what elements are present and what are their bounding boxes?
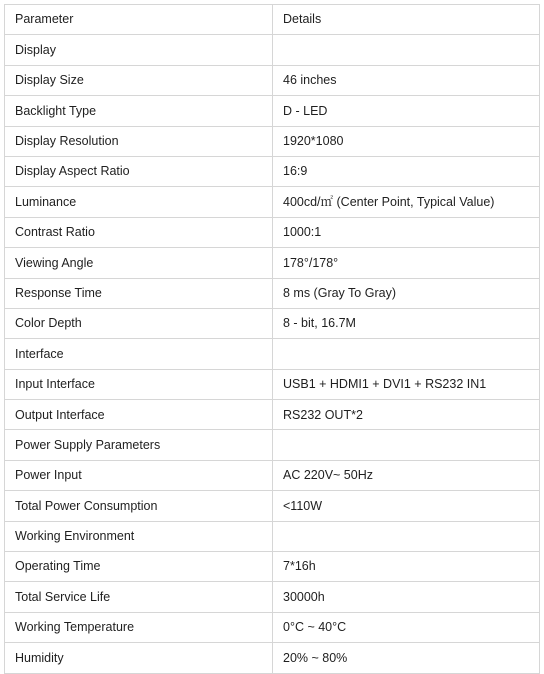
header-parameter: Parameter	[5, 5, 273, 35]
table-row	[5, 491, 540, 521]
header-details: Details	[273, 5, 540, 35]
spec-table-body	[5, 5, 540, 674]
table-row	[5, 187, 540, 217]
parameter-cell: Display Aspect Ratio	[5, 156, 273, 186]
details-cell: AC 220V~ 50Hz	[273, 460, 540, 490]
parameter-cell: Total Service Life	[5, 582, 273, 612]
table-row	[5, 35, 540, 65]
parameter-cell: Power Supply Parameters	[5, 430, 273, 460]
parameter-cell: Backlight Type	[5, 96, 273, 126]
table-row	[5, 400, 540, 430]
details-cell: <110W	[273, 491, 540, 521]
table-row	[5, 369, 540, 399]
parameter-cell: Humidity	[5, 643, 273, 673]
parameter-cell: Power Input	[5, 460, 273, 490]
details-cell	[273, 430, 540, 460]
details-cell: 20% ~ 80%	[273, 643, 540, 673]
table-row	[5, 460, 540, 490]
table-row	[5, 248, 540, 278]
parameter-cell: Operating Time	[5, 552, 273, 582]
parameter-cell: Display	[5, 35, 273, 65]
parameter-cell: Input Interface	[5, 369, 273, 399]
table-row	[5, 430, 540, 460]
parameter-cell: Working Environment	[5, 521, 273, 551]
table-row	[5, 126, 540, 156]
details-cell	[273, 35, 540, 65]
table-header-row	[5, 5, 540, 35]
details-cell: USB1 + HDMI1 + DVI1 + RS232 IN1	[273, 369, 540, 399]
table-row	[5, 156, 540, 186]
parameter-cell: Interface	[5, 339, 273, 369]
details-cell: 8 - bit, 16.7M	[273, 308, 540, 338]
parameter-cell: Output Interface	[5, 400, 273, 430]
parameter-cell: Display Resolution	[5, 126, 273, 156]
table-row	[5, 217, 540, 247]
details-cell: 16:9	[273, 156, 540, 186]
parameter-cell: Response Time	[5, 278, 273, 308]
parameter-cell: Total Power Consumption	[5, 491, 273, 521]
details-cell: D - LED	[273, 96, 540, 126]
table-row	[5, 339, 540, 369]
table-row	[5, 582, 540, 612]
details-cell: 30000h	[273, 582, 540, 612]
table-row	[5, 96, 540, 126]
parameter-cell: Working Temperature	[5, 612, 273, 642]
table-row	[5, 308, 540, 338]
parameter-cell: Luminance	[5, 187, 273, 217]
parameter-cell: Color Depth	[5, 308, 273, 338]
details-cell: 400cd/㎡ (Center Point, Typical Value)	[273, 187, 540, 217]
details-cell	[273, 521, 540, 551]
details-cell	[273, 339, 540, 369]
table-row	[5, 552, 540, 582]
details-cell: 1920*1080	[273, 126, 540, 156]
table-row	[5, 65, 540, 95]
spec-table	[4, 4, 540, 674]
details-cell: RS232 OUT*2	[273, 400, 540, 430]
details-cell: 7*16h	[273, 552, 540, 582]
details-cell: 46 inches	[273, 65, 540, 95]
details-cell: 0°C ~ 40°C	[273, 612, 540, 642]
table-row	[5, 643, 540, 673]
parameter-cell: Display Size	[5, 65, 273, 95]
details-cell: 8 ms (Gray To Gray)	[273, 278, 540, 308]
table-row	[5, 612, 540, 642]
details-cell: 1000:1	[273, 217, 540, 247]
table-row	[5, 521, 540, 551]
details-cell: 178°/178°	[273, 248, 540, 278]
table-row	[5, 278, 540, 308]
parameter-cell: Contrast Ratio	[5, 217, 273, 247]
parameter-cell: Viewing Angle	[5, 248, 273, 278]
